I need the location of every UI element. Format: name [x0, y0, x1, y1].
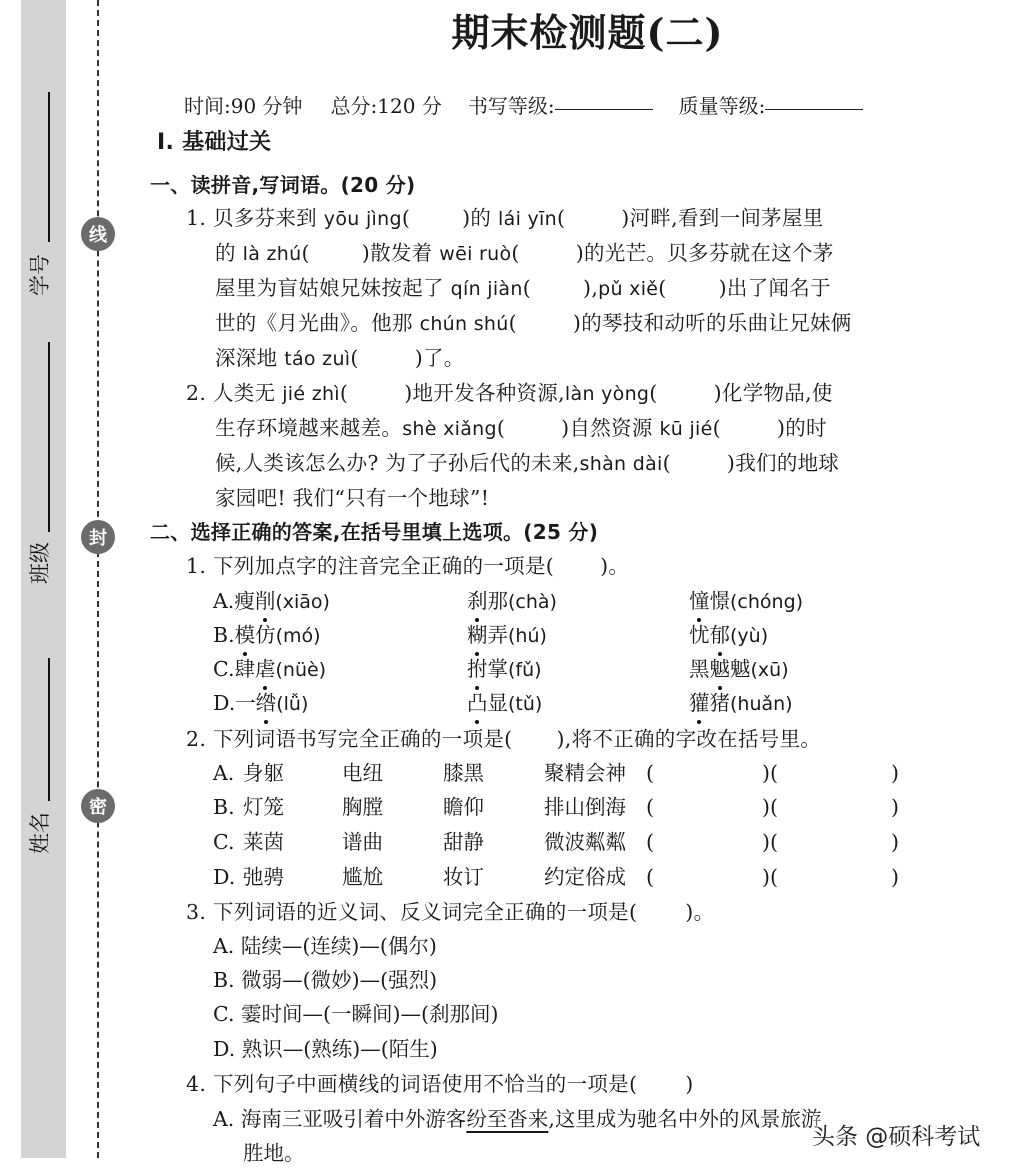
cut-mark-line-icon: 线: [81, 217, 115, 251]
s2-q1-stem: 1. 下列加点字的注音完全正确的一项是( )。: [186, 554, 630, 578]
quality-grade-label: 质量等级:: [678, 94, 766, 118]
pinyin: pǔ xiě: [598, 278, 659, 300]
s1-q1-line2: 的 là zhú( )散发着 wēi ruò( )的光芒。贝多芬就在这个茅: [215, 241, 834, 265]
pinyin: yōu jìng: [323, 208, 402, 230]
name-line[interactable]: [48, 658, 50, 801]
student-id-label: 学号: [28, 254, 52, 296]
pinyin: kū jié: [659, 418, 713, 440]
dotted-char: 凸: [467, 688, 488, 718]
dotted-char: 拊: [467, 654, 488, 684]
cut-mark-secret-icon: 密: [81, 789, 115, 823]
option-d[interactable]: D.一绺(lǚ): [213, 688, 308, 719]
student-id-line[interactable]: [48, 92, 50, 242]
pinyin: jié zhì: [282, 383, 340, 405]
s1-q1-line3: 屋里为盲姑娘兄妹按起了 qín jiàn( ),pǔ xiě( )出了闻名于: [215, 276, 831, 300]
name-label: 姓名: [28, 812, 52, 854]
option-c[interactable]: C.肆虐(nüè): [213, 654, 326, 685]
correction-blank-2[interactable]: ): [891, 795, 899, 819]
option-a-item2: 刹那(chà): [467, 586, 557, 617]
dotted-char: 郁: [710, 620, 731, 650]
dotted-char: 虐: [255, 654, 276, 684]
option-a[interactable]: A. 海南三亚吸引着中外游客纷至沓来,这里成为驰名中外的风景旅游: [213, 1107, 822, 1131]
option-d-item2: 凸显(tǔ): [467, 688, 542, 719]
total-score: 总分:120 分: [330, 94, 442, 118]
pinyin: shè xiǎng: [402, 418, 497, 440]
option-b-item2: 糊弄(hú): [467, 620, 547, 651]
cut-mark-seal-icon: 封: [81, 520, 115, 554]
s2-q4-stem: 4. 下列句子中画横线的词语使用不恰当的一项是( ): [186, 1072, 694, 1096]
pinyin: là zhú: [242, 243, 302, 265]
pinyin: qín jiàn: [450, 278, 523, 300]
s1-q2-line4: 家园吧! 我们“只有一个地球”!: [215, 486, 490, 510]
dotted-char: 模: [235, 620, 256, 650]
s1-q2-line1: 2. 人类无 jié zhì( )地开发各种资源,làn yòng( )化学物品,使: [186, 381, 833, 405]
option-d-item3: 獾猪(huǎn): [689, 688, 793, 719]
dotted-char: 削: [255, 586, 276, 616]
option-c-item3: 黑魆魆(xū): [689, 654, 789, 685]
s2-q3-stem: 3. 下列词语的近义词、反义词完全正确的一项是( )。: [186, 900, 715, 924]
dotted-char: 糊: [467, 620, 488, 650]
correction-blank-1[interactable]: )(: [762, 795, 778, 819]
underlined-phrase: 纷至沓来: [466, 1107, 549, 1131]
dotted-char: 魆: [710, 654, 731, 684]
page-title: 期末检测题(二): [451, 10, 724, 55]
dotted-char: 憧: [689, 586, 710, 616]
s1-q1-line4: 世的《月光曲》。他那 chún shú( )的琴技和动听的乐曲让兄妹俩: [215, 311, 852, 335]
dotted-char: 刹: [467, 586, 488, 616]
option-b-item3: 忧郁(yù): [689, 620, 768, 651]
pinyin: lái yīn: [498, 208, 557, 230]
pinyin: wēi ruò: [439, 243, 512, 265]
class-label: 班级: [28, 542, 52, 584]
s1-q2-line3: 候,人类该怎么办? 为了子孙后代的未来,shàn dài( )我们的地球: [215, 451, 840, 475]
watermark: 头条 @硕科考试: [812, 1118, 980, 1151]
section1-heading: 一、读拼音,写词语。(20 分): [150, 173, 416, 197]
pinyin: táo zuì: [284, 348, 351, 370]
writing-grade-label: 书写等级:: [467, 94, 555, 118]
pinyin: chún shú: [419, 313, 509, 335]
part-heading: Ⅰ. 基础过关: [157, 130, 272, 155]
s1-q1-line5: 深深地 táo zuì( )了。: [215, 346, 465, 370]
time-limit: 时间:90 分钟: [184, 94, 303, 118]
option-a[interactable]: A.瘦削(xiāo): [213, 586, 330, 617]
dotted-char: 獾: [689, 688, 710, 718]
option-d[interactable]: D. 熟识—(熟练)—(陌生): [213, 1037, 438, 1061]
option-a-continued: 胜地。: [243, 1141, 305, 1165]
s2-q2-stem: 2. 下列词语书写完全正确的一项是( ),将不正确的字改在括号里。: [186, 727, 822, 751]
correction-blank-2[interactable]: ): [891, 830, 899, 854]
correction-blank-2[interactable]: ): [891, 865, 899, 889]
correction-blank-1[interactable]: )(: [762, 865, 778, 889]
section2-heading: 二、选择正确的答案,在括号里填上选项。(25 分): [150, 520, 599, 544]
option-c[interactable]: C. 霎时间—(一瞬间)—(刹那间): [213, 1002, 499, 1026]
correction-blank-2[interactable]: ): [891, 761, 899, 785]
pinyin: shàn dài: [579, 453, 663, 475]
s1-q1-line1: 1. 贝多芬来到 yōu jìng( )的 lái yīn( )河畔,看到一间茅屋里: [186, 206, 824, 230]
option-c-item2: 拊掌(fǔ): [467, 654, 542, 685]
writing-grade-blank[interactable]: [555, 90, 653, 110]
option-a[interactable]: A. 陆续—(连续)—(偶尔): [213, 934, 437, 958]
class-line[interactable]: [48, 342, 50, 532]
pinyin: làn yòng: [564, 383, 650, 405]
exam-meta: [184, 90, 863, 119]
s1-q2-line2: 生存环境越来越差。shè xiǎng( )自然资源 kū jié( )的时: [215, 416, 827, 440]
dotted-char: 绺: [256, 688, 277, 718]
option-b[interactable]: B. 微弱—(微妙)—(强烈): [213, 968, 438, 992]
correction-blank-1[interactable]: )(: [762, 761, 778, 785]
quality-grade-blank[interactable]: [765, 90, 863, 110]
option-a-item3: 憧憬(chóng): [689, 586, 803, 617]
cut-line: [97, 0, 99, 1158]
correction-blank-1[interactable]: )(: [762, 830, 778, 854]
option-b[interactable]: B.模仿(mó): [213, 620, 321, 651]
